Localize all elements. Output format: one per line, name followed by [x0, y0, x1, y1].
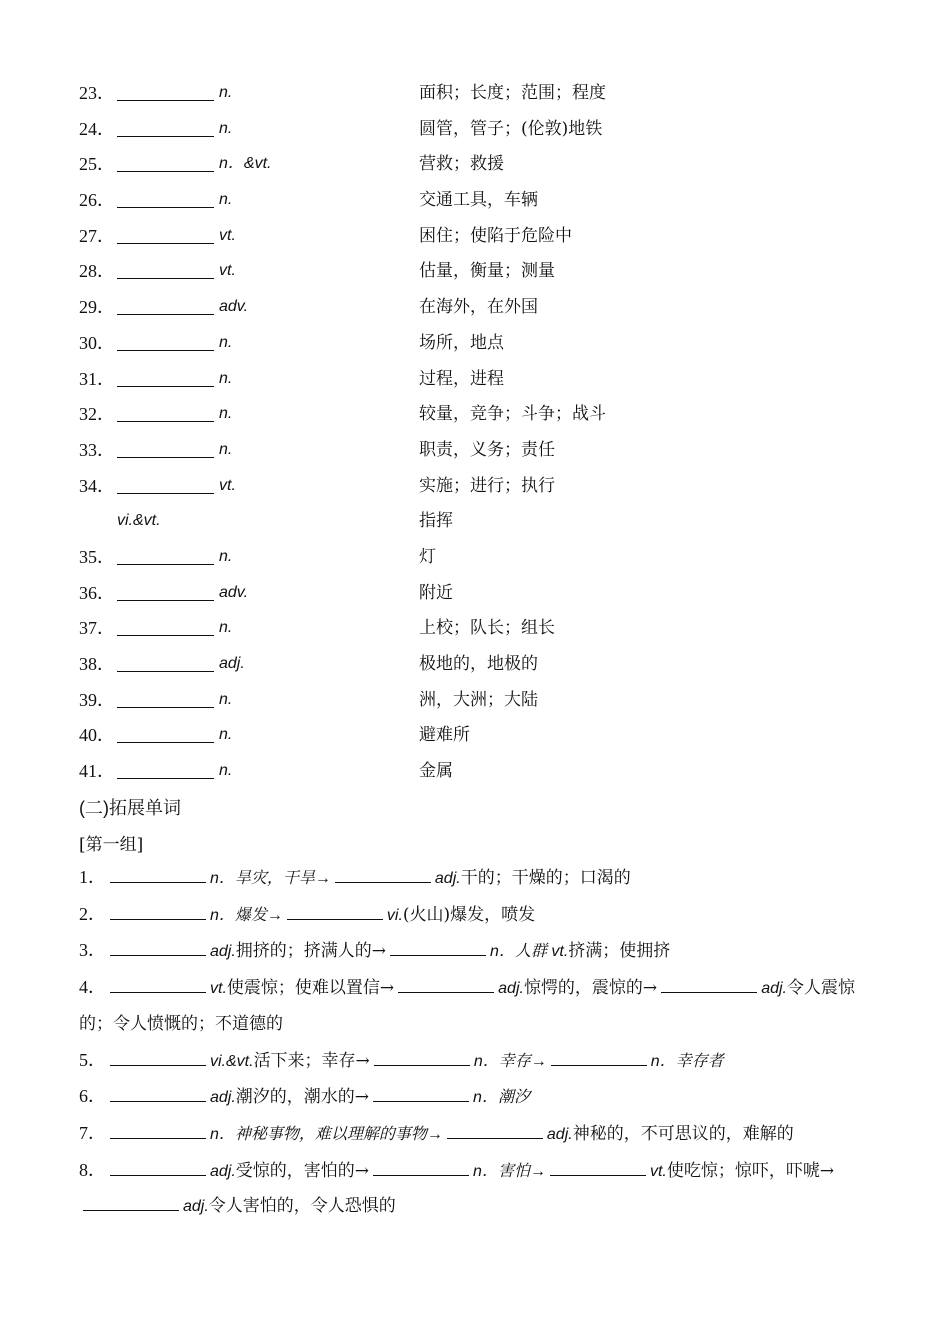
chinese-meaning: 营救；救援 — [419, 154, 504, 175]
vocabulary-list — [79, 77, 879, 791]
vocab-row-28 — [79, 255, 879, 291]
item-number: 35． — [79, 546, 115, 567]
item-number: 5． — [79, 1049, 106, 1070]
vocab-row-32 — [79, 398, 879, 434]
vocab-row-27 — [79, 220, 879, 256]
vocab-row-38 — [79, 648, 879, 684]
answer-blank[interactable] — [117, 493, 214, 494]
part-of-speech: vi.&vt. — [117, 512, 161, 530]
part-of-speech: n. — [219, 726, 233, 744]
answer-blank[interactable] — [373, 1155, 469, 1176]
chinese-meaning: 灯 — [419, 546, 436, 567]
chinese-meaning: 面积；长度；范围；程度 — [419, 83, 606, 103]
answer-blank[interactable] — [117, 100, 214, 101]
extended-item-8: 8． adj.受惊的，害怕的→ n．害怕→ vt.使吃惊；惊吓，吓唬→adj.令人害怕的，令人恐惧的 — [79, 1153, 874, 1225]
part-of-speech: n. — [219, 690, 233, 708]
item-number: 37． — [79, 618, 115, 639]
vocab-row-29 — [79, 291, 879, 327]
answer-blank[interactable] — [117, 350, 214, 351]
answer-blank[interactable] — [110, 1081, 206, 1102]
part-of-speech: n. — [219, 333, 233, 351]
item-number: 27． — [79, 225, 115, 246]
item-number: 25． — [79, 154, 115, 175]
answer-blank[interactable] — [447, 1118, 543, 1139]
part-of-speech: n. — [219, 191, 233, 209]
item-number: 33． — [79, 439, 115, 460]
answer-blank[interactable] — [110, 1118, 206, 1139]
item-number: 1． — [79, 867, 106, 887]
answer-blank[interactable] — [117, 386, 214, 387]
item-number: 39． — [79, 689, 115, 710]
answer-blank[interactable] — [117, 136, 214, 137]
answer-blank[interactable] — [117, 635, 214, 636]
chinese-meaning: 极地的，地极的 — [419, 654, 538, 674]
part-of-speech: vt. — [219, 262, 236, 280]
extended-item-2: 2． n．爆发→ vi.(火山)爆发，喷发 — [79, 897, 874, 934]
vocab-row-40 — [79, 719, 879, 755]
part-of-speech: n. — [219, 619, 233, 637]
answer-blank[interactable] — [117, 778, 214, 779]
answer-blank[interactable] — [117, 314, 214, 315]
answer-blank[interactable] — [117, 421, 214, 422]
vocab-row-34-sub — [79, 505, 879, 541]
part-of-speech: n. — [219, 119, 233, 137]
answer-blank[interactable] — [287, 899, 383, 920]
part-of-speech: vt. — [219, 226, 236, 244]
vocab-row-35 — [79, 541, 879, 577]
chinese-meaning: 职责，义务；责任 — [419, 439, 555, 460]
vocab-row-31 — [79, 363, 879, 399]
part-of-speech: n．&vt. — [219, 155, 272, 173]
part-of-speech: n. — [219, 440, 233, 458]
item-number: 26． — [79, 190, 115, 211]
chinese-meaning: 过程，进程 — [419, 368, 504, 389]
extended-item-5: 5． vi.&vt.活下来；幸存→ n．幸存→ n．幸存者 — [79, 1043, 874, 1080]
item-number: 29． — [79, 297, 115, 318]
answer-blank[interactable] — [110, 862, 206, 883]
section-heading: (二)拓展单词 — [79, 798, 181, 818]
extended-item-1: 1． n．旱灾，干旱→ adj.干的；干燥的；口渴的 — [79, 860, 874, 897]
vocab-row-34 — [79, 470, 879, 506]
chinese-meaning: 洲，大洲；大陆 — [419, 689, 538, 710]
answer-blank[interactable] — [83, 1190, 179, 1211]
vocab-row-33 — [79, 434, 879, 470]
item-number: 34． — [79, 475, 115, 496]
extended-item-3: 3． adj.拥挤的；挤满人的→ n．人群 vt.挤满；使拥挤 — [79, 933, 874, 970]
extended-item-4: 4． vt.使震惊；使难以置信→ adj.惊愕的，震惊的→ adj.令人震惊的；令人愤慨的；不道德的 — [79, 970, 874, 1042]
item-number: 6． — [79, 1086, 106, 1107]
chinese-meaning: 上校；队长；组长 — [419, 618, 555, 639]
part-of-speech: adj. — [219, 655, 245, 672]
chinese-meaning: 困住；使陷于危险中 — [419, 225, 572, 246]
part-of-speech: n. — [219, 84, 233, 101]
vocab-row-41 — [79, 755, 879, 791]
item-number: 23． — [79, 83, 115, 103]
chinese-meaning: 在海外，在外国 — [419, 297, 538, 318]
item-number: 3． — [79, 940, 106, 961]
answer-blank[interactable] — [373, 1081, 469, 1102]
chinese-meaning: 圆管，管子；(伦敦)地铁 — [419, 118, 603, 139]
chinese-meaning: 较量，竞争；斗争；战斗 — [419, 404, 606, 425]
part-of-speech: n. — [219, 762, 233, 780]
answer-blank[interactable] — [117, 207, 214, 208]
answer-blank[interactable] — [335, 862, 431, 883]
answer-blank[interactable] — [550, 1155, 646, 1176]
answer-blank[interactable] — [117, 171, 214, 172]
extended-item-7: 7． n．神秘事物，难以理解的事物→ adj.神秘的，不可思议的，难解的 — [79, 1116, 874, 1153]
part-of-speech: adv. — [219, 583, 249, 601]
item-number: 8． — [79, 1159, 106, 1180]
vocab-row-37 — [79, 612, 879, 648]
chinese-meaning: 附近 — [419, 582, 453, 603]
chinese-meaning: 交通工具，车辆 — [419, 190, 538, 211]
vocab-row-25 — [79, 148, 879, 184]
chinese-meaning: 估量，衡量；测量 — [419, 261, 555, 282]
answer-blank[interactable] — [661, 972, 757, 993]
item-number: 31． — [79, 368, 115, 389]
answer-blank[interactable] — [117, 243, 214, 244]
extended-item-6: 6． adj.潮汐的，潮水的→ n．潮汐 — [79, 1079, 874, 1116]
answer-blank[interactable] — [551, 1045, 647, 1066]
answer-blank[interactable] — [117, 671, 214, 672]
answer-blank[interactable] — [398, 972, 494, 993]
item-number: 24． — [79, 118, 115, 139]
chinese-meaning: 实施；进行；执行 — [419, 475, 555, 496]
item-number: 2． — [79, 903, 106, 924]
answer-blank[interactable] — [117, 564, 214, 565]
answer-blank[interactable] — [110, 899, 206, 920]
chinese-meaning: 场所，地点 — [419, 332, 504, 353]
item-number: 40． — [79, 725, 115, 746]
item-number: 32． — [79, 404, 115, 425]
answer-blank[interactable] — [117, 742, 214, 743]
chinese-meaning: 指挥 — [419, 511, 453, 532]
part-of-speech: n. — [219, 369, 233, 387]
answer-blank[interactable] — [117, 600, 214, 601]
item-number: 4． — [79, 977, 106, 998]
vocab-row-23 — [79, 77, 879, 113]
part-of-speech: adv. — [219, 298, 249, 316]
answer-blank[interactable] — [110, 972, 206, 993]
answer-blank[interactable] — [374, 1045, 470, 1066]
answer-blank[interactable] — [110, 1155, 206, 1176]
vocab-row-39 — [79, 684, 879, 720]
answer-blank[interactable] — [110, 1045, 206, 1066]
item-number: 7． — [79, 1122, 106, 1143]
group-label: [第一组] — [79, 835, 144, 855]
chinese-meaning: 金属 — [419, 761, 453, 782]
item-number: 30． — [79, 332, 115, 353]
answer-blank[interactable] — [117, 707, 214, 708]
part-of-speech: n. — [219, 547, 233, 565]
item-number: 41． — [79, 761, 115, 782]
part-of-speech: vt. — [219, 476, 236, 494]
vocab-row-30 — [79, 327, 879, 363]
vocab-row-24 — [79, 113, 879, 149]
answer-blank[interactable] — [117, 457, 214, 458]
item-number: 36． — [79, 582, 115, 603]
part-of-speech: n. — [219, 405, 233, 423]
answer-blank[interactable] — [110, 935, 206, 956]
vocab-row-36 — [79, 577, 879, 613]
extended-words-list — [79, 860, 874, 1225]
vocab-row-26 — [79, 184, 879, 220]
answer-blank[interactable] — [117, 278, 214, 279]
item-number: 38． — [79, 654, 115, 674]
chinese-meaning: 避难所 — [419, 725, 470, 746]
answer-blank[interactable] — [390, 935, 486, 956]
item-number: 28． — [79, 261, 115, 282]
